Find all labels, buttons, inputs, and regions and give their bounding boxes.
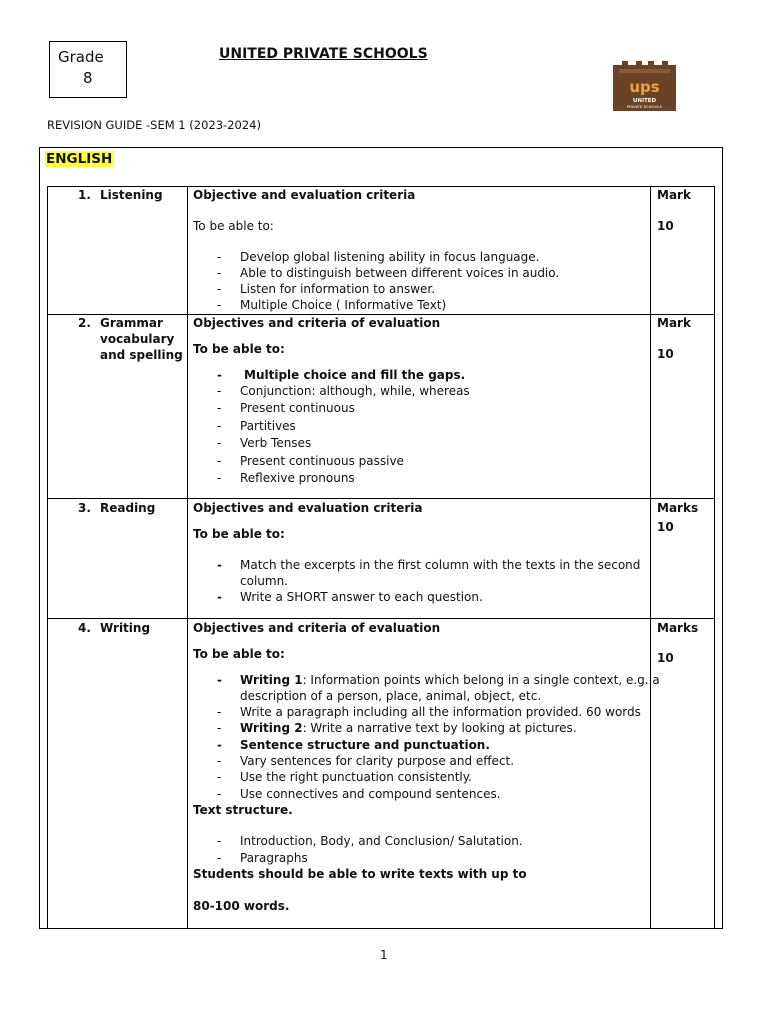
bullet-dash: - (217, 770, 222, 784)
mark-value: 10 (657, 347, 674, 361)
list-item-continued: column. (240, 574, 288, 588)
row-number: 2. (78, 316, 91, 330)
list-item: Write a SHORT answer to each question. (240, 590, 483, 604)
school-logo (609, 59, 680, 111)
section-name: vocabulary (100, 332, 175, 346)
subheading: Text structure. (193, 803, 293, 817)
mark-label: Marks (657, 621, 699, 635)
section-heading: Objectives and evaluation criteria (193, 501, 423, 515)
bullet-dash: - (217, 368, 222, 382)
list-item: Verb Tenses (240, 436, 312, 450)
bullet-dash: - (217, 721, 222, 735)
row-number: 3. (78, 501, 91, 515)
section-heading: Objective and evaluation criteria (193, 188, 416, 202)
list-item: Sentence structure and punctuation. (240, 738, 490, 752)
list-item: Present continuous (240, 401, 355, 415)
grade-box (49, 41, 127, 98)
bullet-dash: - (217, 298, 222, 312)
row-divider (47, 498, 715, 499)
list-item: Able to distinguish between different voices in audio. (240, 266, 560, 280)
section-name: and spelling (100, 348, 183, 362)
svg-text:PRIVATE SCHOOLS: PRIVATE SCHOOLS (626, 104, 663, 109)
subject-title: ENGLISH (46, 151, 113, 167)
row-number: 4. (78, 621, 91, 635)
list-item: Match the excerpts in the first column with the texts in the second (240, 558, 641, 572)
list-item-continued: description of a person, place, animal, object, etc. (240, 689, 542, 703)
list-item: Multiple Choice ( Informative Text) (240, 298, 447, 312)
section-name: Grammar (100, 316, 163, 330)
list-item: Reflexive pronouns (240, 471, 355, 485)
mark-label: Marks (657, 501, 699, 515)
column-divider (650, 186, 651, 929)
bullet-dash: - (217, 384, 222, 398)
bullet-dash: - (217, 834, 222, 848)
grade-label: Grade (58, 48, 104, 66)
writing-1-label: Writing 1 (240, 673, 303, 687)
mark-value: 10 (657, 651, 674, 665)
list-item: Use the right punctuation consistently. (240, 770, 472, 784)
page-number: 1 (380, 948, 388, 962)
list-item: Present continuous passive (240, 454, 404, 468)
list-item: Multiple choice and fill the gaps. (244, 368, 466, 382)
section-name: Reading (100, 501, 156, 515)
writing-2-label: Writing 2 (240, 721, 303, 735)
list-item: Vary sentences for clarity purpose and effect. (240, 754, 515, 768)
list-item: Partitives (240, 419, 296, 433)
svg-text:UNITED: UNITED (632, 98, 657, 104)
bullet-dash: - (217, 471, 222, 485)
school-name: UNITED PRIVATE SCHOOLS (219, 46, 428, 62)
writing-1-text: : Information points which belong in a single context, e.g. a (302, 673, 660, 687)
students-note: Students should be able to write texts with up to (193, 867, 527, 881)
writing-2-text: : Write a narrative text by looking at pictures. (302, 721, 577, 735)
revision-title: REVISION GUIDE -SEM 1 (2023-2024) (47, 118, 261, 132)
section-name: Writing (100, 621, 151, 635)
bullet-dash: - (217, 851, 222, 865)
bullet-dash: - (217, 738, 222, 752)
list-item: Paragraphs (240, 851, 308, 865)
list-item: Introduction, Body, and Conclusion/ Salutation. (240, 834, 523, 848)
list-item: Listen for information to answer. (240, 282, 436, 296)
bullet-dash: - (217, 401, 222, 415)
mark-value: 10 (657, 219, 674, 233)
list-item (240, 672, 660, 688)
list-item: Write a paragraph including all the information provided. 60 words (240, 705, 641, 719)
row-number: 1. (78, 188, 91, 202)
list-item: Use connectives and compound sentences. (240, 787, 501, 801)
grade-number: 8 (83, 69, 93, 87)
bullet-dash: - (217, 754, 222, 768)
bullet-dash: - (217, 419, 222, 433)
row-divider (47, 618, 715, 619)
bullet-dash: - (217, 558, 222, 572)
list-item: Conjunction: although, while, whereas (240, 384, 470, 398)
bullet-dash: - (217, 787, 222, 801)
column-divider (187, 186, 188, 929)
section-intro: To be able to: (193, 647, 285, 661)
mark-label: Mark (657, 316, 691, 330)
bullet-dash: - (217, 282, 222, 296)
section-intro: To be able to: (193, 527, 285, 541)
section-heading: Objectives and criteria of evaluation (193, 316, 441, 330)
bullet-dash: - (217, 705, 222, 719)
list-item (240, 720, 577, 736)
section-intro: To be able to: (193, 219, 274, 233)
logo-letters: ups (629, 78, 660, 96)
section-heading: Objectives and criteria of evaluation (193, 621, 441, 635)
list-item: Develop global listening ability in focus language. (240, 250, 540, 264)
bullet-dash: - (217, 436, 222, 450)
section-intro: To be able to: (193, 342, 285, 356)
word-count: 80-100 words. (193, 899, 290, 913)
bullet-dash: - (217, 454, 222, 468)
bullet-dash: - (217, 266, 222, 280)
mark-value: 10 (657, 520, 674, 534)
bullet-dash: - (217, 250, 222, 264)
bullet-dash: - (217, 590, 222, 604)
mark-label: Mark (657, 188, 691, 202)
bullet-dash: - (217, 673, 222, 687)
section-name: Listening (100, 188, 163, 202)
